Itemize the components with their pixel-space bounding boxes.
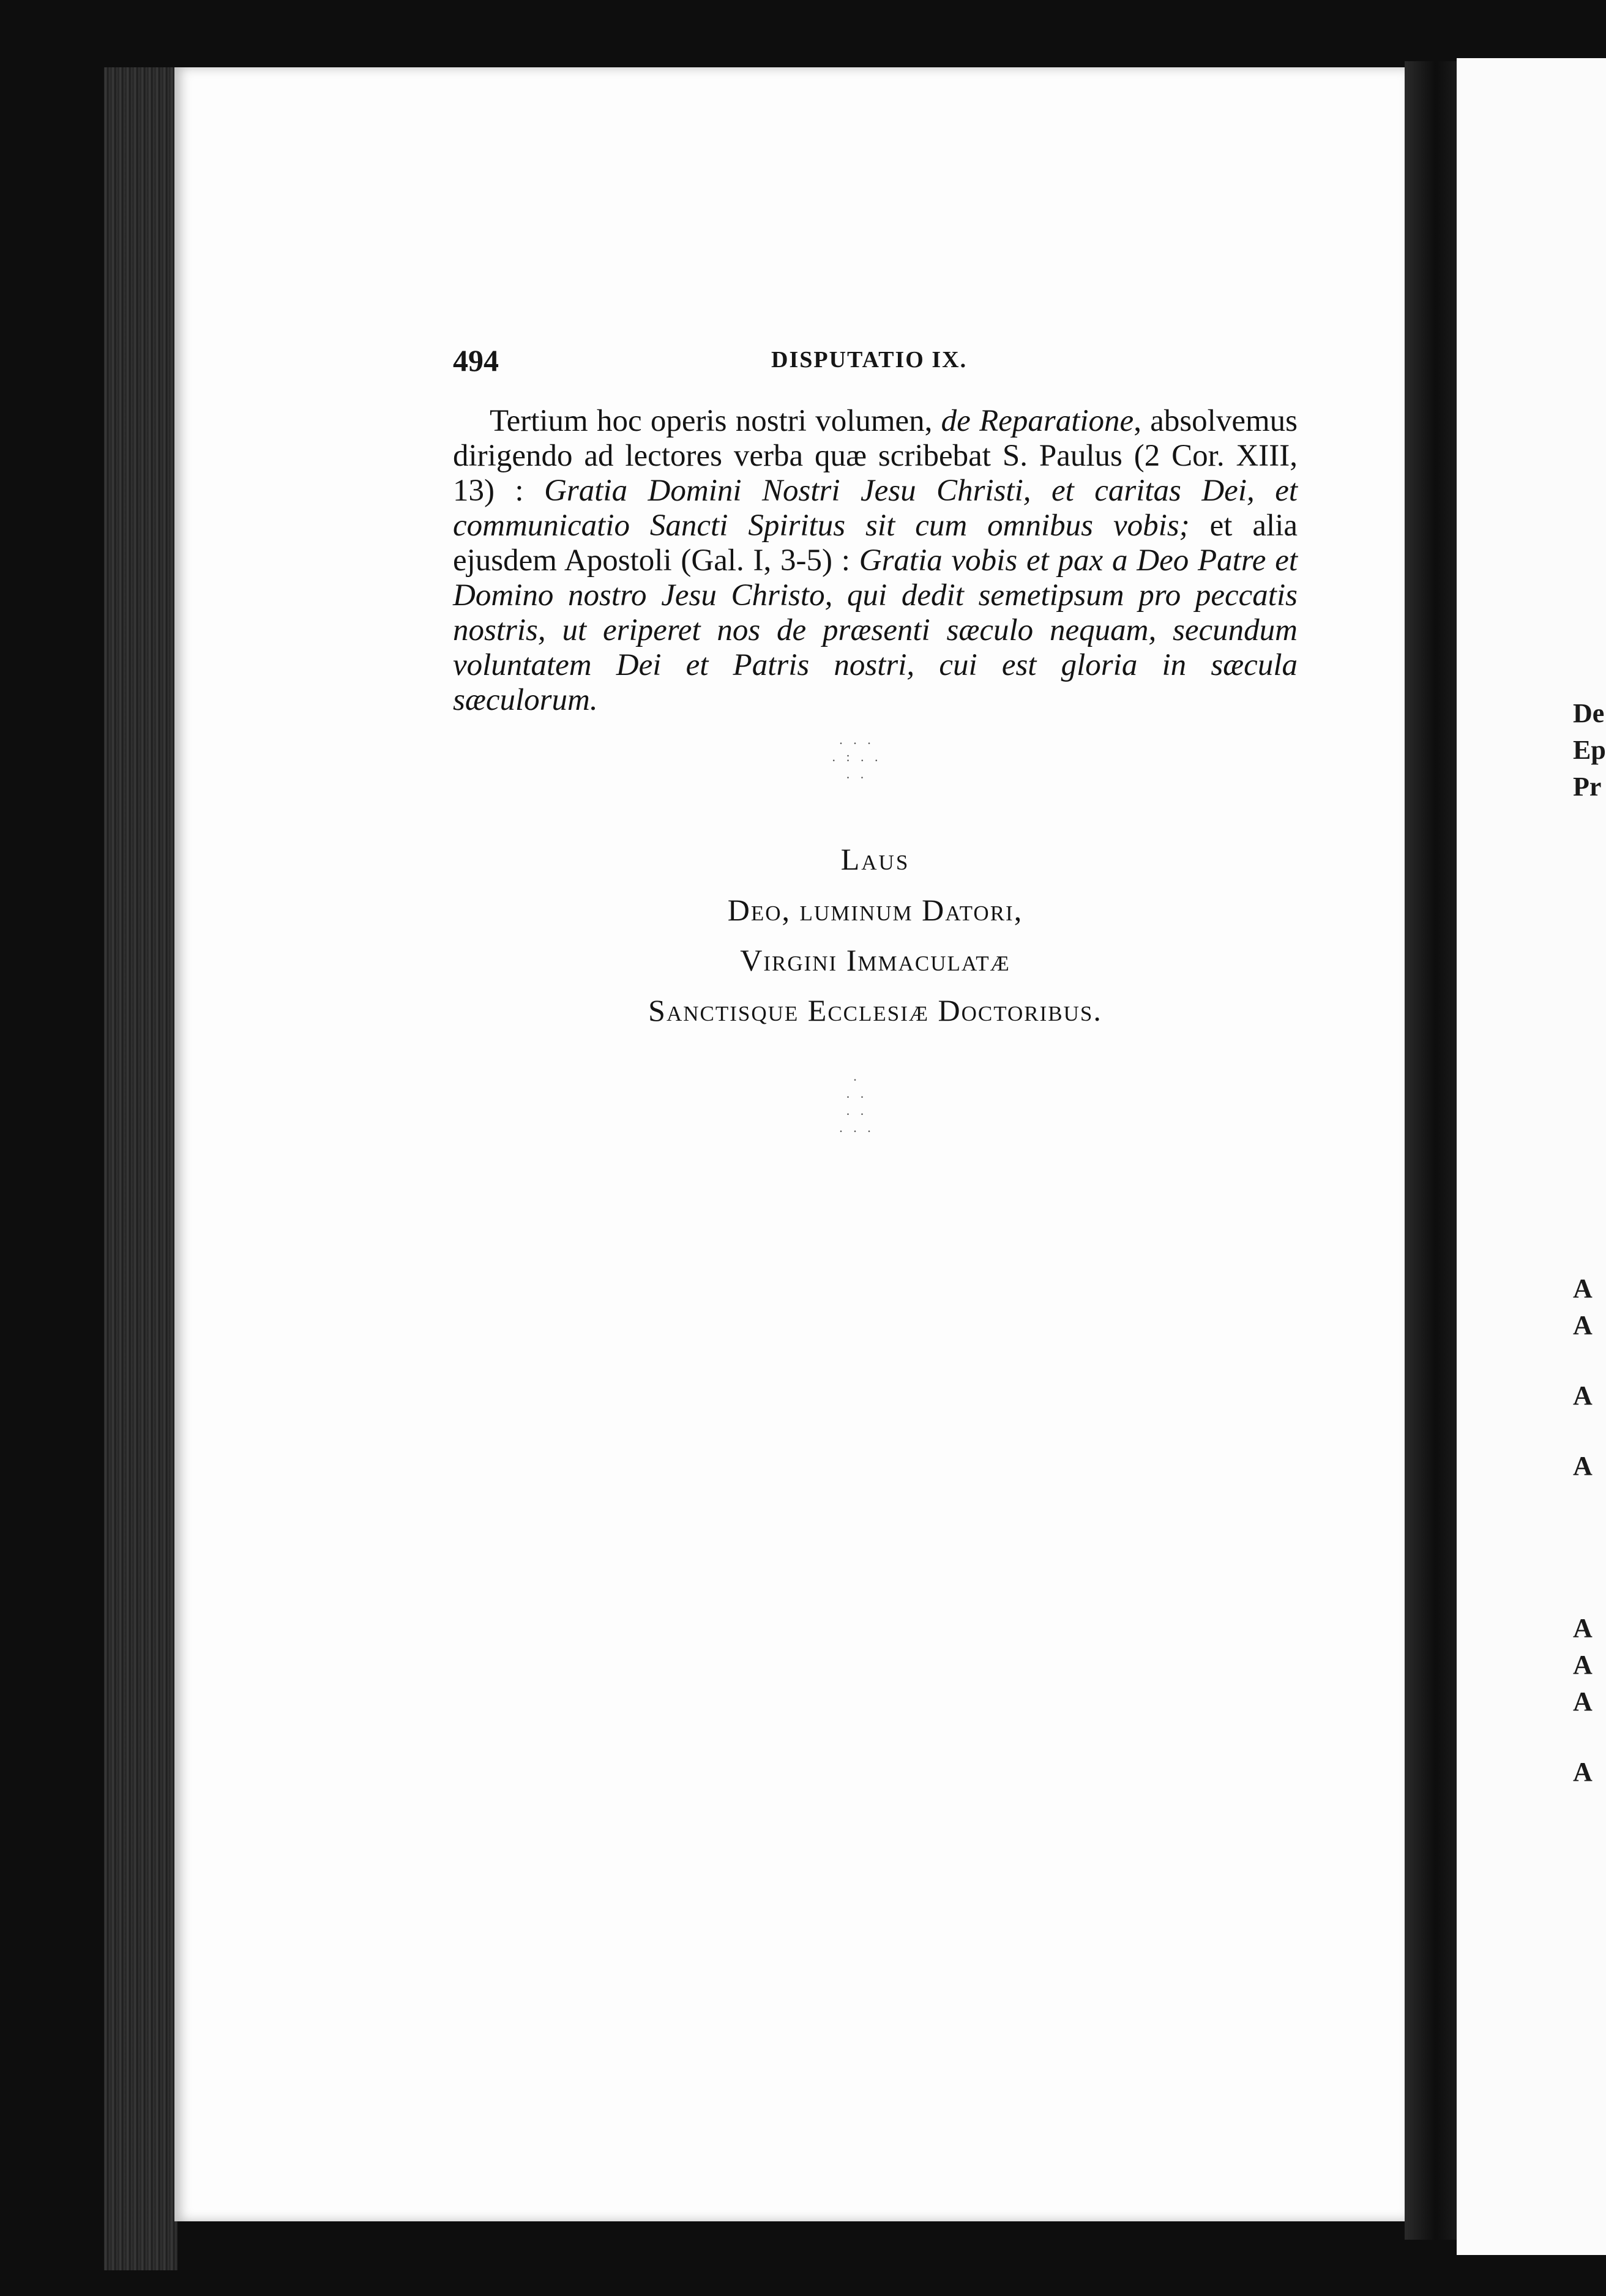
laus-line-1: Deo, luminum Datori,: [727, 893, 1023, 927]
body-paragraph: [453, 404, 1298, 718]
adjacent-fragment: A: [1573, 1451, 1593, 1481]
roman-run: et alia ejusdem Apostoli (Gal. I, 3-5) :: [453, 509, 1298, 578]
laus-title: Laus: [840, 842, 910, 876]
running-head: [453, 343, 1298, 386]
page-stack-edge: [104, 67, 177, 2270]
adjacent-fragment: Ep: [1573, 735, 1606, 765]
adjacent-fragment: De: [1573, 698, 1605, 728]
italic-run: Gratia Domini Nostri Jesu Christi, et caritas Dei, et communicatio Sancti Spiritus sit cum omnibus vobis;: [453, 474, 1298, 543]
roman-run: Tertium hoc operis nostri volumen,: [490, 404, 941, 438]
adjacent-fragment: A: [1573, 1381, 1593, 1411]
adjacent-fragment: A: [1573, 1310, 1593, 1340]
ink-specks-bottom: . . . . . . . .: [839, 1068, 875, 1135]
adjacent-fragment: Pr: [1573, 772, 1602, 802]
laus-line-3: Sanctisque Ecclesiæ Doctoribus.: [648, 993, 1102, 1027]
adjacent-fragment: A: [1573, 1757, 1593, 1787]
book-gutter: [1405, 61, 1457, 2240]
adjacent-page: [1457, 58, 1606, 2255]
section-title: DISPUTATIO IX.: [771, 347, 968, 373]
roman-run: , absolvemus dirigendo ad lectores verba quæ scribebat S. Paulus (2 Cor. XIII, 13) :: [453, 404, 1298, 508]
ink-specks-top: . . . . : . . . .: [832, 732, 882, 781]
adjacent-fragment: A: [1573, 1613, 1593, 1643]
page-number: 494: [453, 343, 499, 378]
adjacent-fragment: A: [1573, 1273, 1593, 1303]
italic-run: Gratia vobis et pax a Deo Patre et Domino nostro Jesu Christo, qui dedit semetipsum pro peccatis nostris, ut eriperet nos de præsenti sæculo nequam, secundum voluntatem Dei et Patris nostri, cui est gloria in sæcula sæculorum.: [453, 543, 1298, 717]
laus-line-2: Virgini Immaculatæ: [740, 943, 1010, 977]
book-page: [174, 67, 1405, 2221]
adjacent-fragment: A: [1573, 1687, 1593, 1716]
italic-run: de Reparatione: [941, 404, 1134, 438]
adjacent-fragment: A: [1573, 1650, 1593, 1680]
